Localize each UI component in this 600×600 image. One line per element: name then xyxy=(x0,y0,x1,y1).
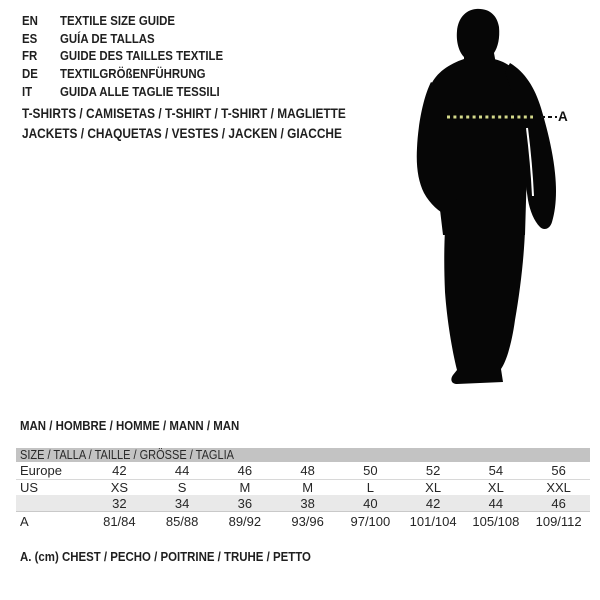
table-row-numeric xyxy=(16,495,590,512)
cell: 48 xyxy=(300,463,315,478)
category-tshirts: T-SHIRTS / CAMISETAS / T-SHIRT / T-SHIRT / MAGLIETTE xyxy=(22,105,346,121)
cell: 54 xyxy=(488,463,504,478)
cell: XXL xyxy=(546,480,571,495)
language-label: TEXTILE SIZE GUIDE xyxy=(60,13,176,29)
section-title-man: MAN / HOMBRE / HOMME / MANN / MAN xyxy=(20,418,240,433)
row-label: Europe xyxy=(20,463,62,478)
cell: 46 xyxy=(237,463,253,478)
table-row-us xyxy=(16,480,590,495)
language-row-fr xyxy=(22,47,245,65)
cell: M xyxy=(302,480,314,495)
language-label: GUIDE DES TAILLES TEXTILE xyxy=(60,48,224,64)
cell: M xyxy=(239,480,251,495)
cell: 32 xyxy=(112,495,127,511)
cell: 89/92 xyxy=(228,513,262,529)
size-table xyxy=(16,448,590,530)
cell: 44 xyxy=(174,463,190,478)
language-code: IT xyxy=(22,83,33,99)
cell: 42 xyxy=(425,495,441,511)
language-label: GUIDA ALLE TAGLIE TESSILI xyxy=(60,83,220,99)
cell: XS xyxy=(110,480,129,495)
cell: 38 xyxy=(300,495,315,511)
language-row-es xyxy=(22,30,245,48)
cell: 85/88 xyxy=(165,513,199,529)
cell: 46 xyxy=(551,495,566,511)
table-row-chest-a xyxy=(16,512,590,530)
silhouette-shape xyxy=(417,9,556,384)
language-row-it xyxy=(22,82,245,100)
language-row-en xyxy=(22,12,245,30)
cell: 101/104 xyxy=(409,513,457,529)
category-jackets: JACKETS / CHAQUETAS / VESTES / JACKEN / GIACCHE xyxy=(22,125,342,141)
cell: 34 xyxy=(174,495,190,511)
measure-label-a: A xyxy=(558,109,568,124)
language-list xyxy=(22,12,245,100)
cell: 105/108 xyxy=(472,513,520,529)
cell: 50 xyxy=(363,463,378,478)
cell: 93/96 xyxy=(291,513,324,529)
cell: 36 xyxy=(237,495,253,511)
cell: 56 xyxy=(551,463,566,478)
man-silhouette-svg xyxy=(415,0,575,395)
language-code: EN xyxy=(22,13,38,29)
cell: 52 xyxy=(425,463,441,478)
language-label: TEXTILGRÖßENFÜHRUNG xyxy=(60,66,206,82)
language-code: FR xyxy=(22,48,38,64)
size-table-header: SIZE / TALLA / TAILLE / GRÖSSE / TAGLIA xyxy=(16,448,590,462)
garment-categories xyxy=(22,103,390,143)
row-label: A xyxy=(20,513,29,529)
cell: XL xyxy=(425,480,442,495)
cell: 109/112 xyxy=(535,513,582,529)
cell: 40 xyxy=(363,495,378,511)
language-code: ES xyxy=(22,30,38,46)
language-label: GUÍA DE TALLAS xyxy=(60,30,155,46)
cell: L xyxy=(366,480,374,495)
cell: 97/100 xyxy=(350,513,391,529)
chest-measure-footnote: A. (cm) CHEST / PECHO / POITRINE / TRUHE / PETTO xyxy=(20,549,311,564)
language-row-de xyxy=(22,65,245,83)
man-silhouette-figure xyxy=(415,0,575,395)
cell: S xyxy=(177,480,187,495)
cell: 81/84 xyxy=(103,513,136,529)
row-label: US xyxy=(20,480,39,495)
cell: 42 xyxy=(112,463,127,478)
cell: 44 xyxy=(488,495,504,511)
table-row-europe xyxy=(16,462,590,480)
cell: XL xyxy=(487,480,504,495)
language-code: DE xyxy=(22,66,38,82)
